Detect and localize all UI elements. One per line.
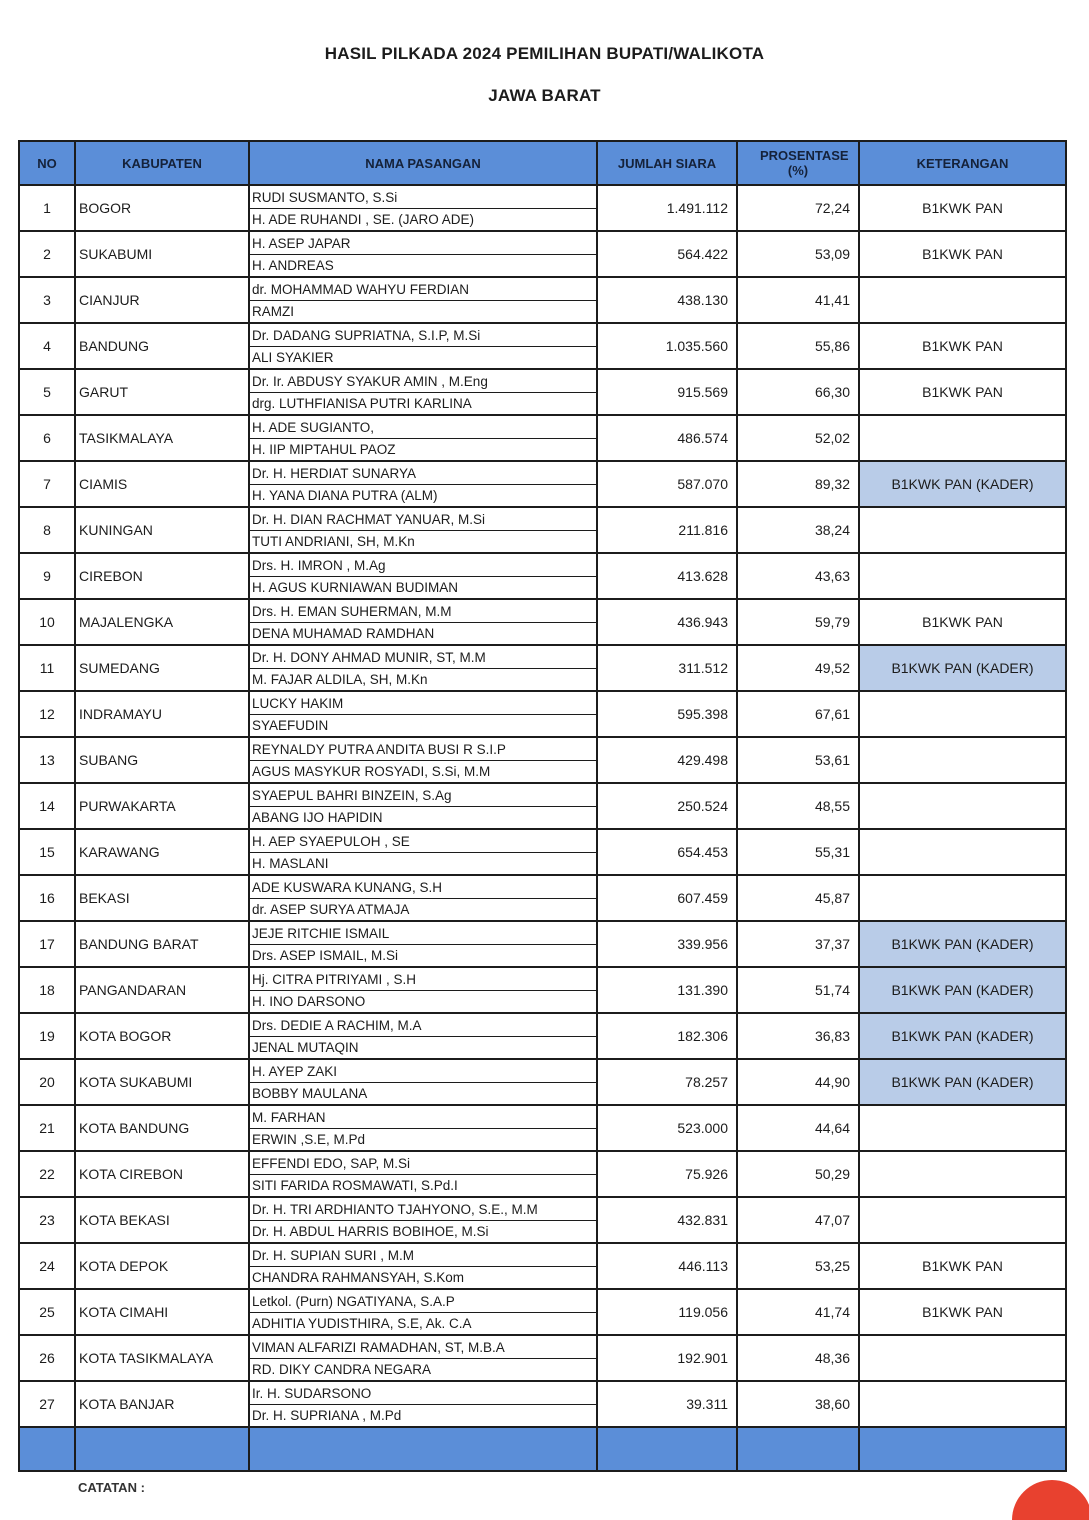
candidate-pair	[249, 185, 597, 231]
row-number: 23	[19, 1197, 75, 1243]
header-jumlah-suara: JUMLAH SIARA	[597, 141, 737, 185]
row-number: 27	[19, 1381, 75, 1427]
footer-cell	[249, 1427, 597, 1471]
footer-note: CATATAN :	[78, 1480, 145, 1495]
candidate-head: RUDI SUSMANTO, S.Si	[250, 187, 597, 209]
kabupaten-name: KOTA TASIKMALAYA	[75, 1335, 249, 1381]
vote-percentage: 44,64	[737, 1105, 859, 1151]
candidate-deputy: H. ADE RUHANDI , SE. (JARO ADE)	[252, 211, 475, 227]
candidate-head: Drs. H. EMAN SUHERMAN, M.M	[250, 601, 597, 623]
vote-percentage: 55,86	[737, 323, 859, 369]
vote-percentage: 59,79	[737, 599, 859, 645]
table-row	[19, 1381, 1066, 1427]
keterangan-note	[859, 1381, 1066, 1427]
results-table	[18, 140, 1067, 1472]
vote-percentage: 52,02	[737, 415, 859, 461]
candidate-deputy: ABANG IJO HAPIDIN	[252, 809, 383, 825]
candidate-pair	[249, 369, 597, 415]
kabupaten-name: MAJALENGKA	[75, 599, 249, 645]
candidate-pair	[249, 1243, 597, 1289]
vote-percentage: 41,41	[737, 277, 859, 323]
candidate-deputy: Drs. ASEP ISMAIL, M.Si	[252, 947, 399, 963]
kabupaten-name: GARUT	[75, 369, 249, 415]
candidate-pair	[249, 1381, 597, 1427]
candidate-head: Ir. H. SUDARSONO	[250, 1383, 597, 1405]
kabupaten-name: KOTA BOGOR	[75, 1013, 249, 1059]
vote-percentage: 49,52	[737, 645, 859, 691]
kabupaten-name: KOTA BANJAR	[75, 1381, 249, 1427]
candidate-pair	[249, 277, 597, 323]
row-number: 14	[19, 783, 75, 829]
table-body	[19, 185, 1066, 1427]
vote-percentage: 44,90	[737, 1059, 859, 1105]
row-number: 19	[19, 1013, 75, 1059]
kabupaten-name: KOTA BEKASI	[75, 1197, 249, 1243]
candidate-deputy: TUTI ANDRIANI, SH, M.Kn	[252, 533, 415, 549]
candidate-head: H. AEP SYAEPULOH , SE	[250, 831, 597, 853]
vote-percentage: 53,25	[737, 1243, 859, 1289]
table-row	[19, 369, 1066, 415]
candidate-head: Dr. DADANG SUPRIATNA, S.I.P, M.Si	[250, 325, 597, 347]
keterangan-note	[859, 415, 1066, 461]
table-row	[19, 967, 1066, 1013]
row-number: 1	[19, 185, 75, 231]
kabupaten-name: SUMEDANG	[75, 645, 249, 691]
candidate-head: Letkol. (Purn) NGATIYANA, S.A.P	[250, 1291, 597, 1313]
vote-percentage: 48,55	[737, 783, 859, 829]
table-row	[19, 323, 1066, 369]
candidate-head: LUCKY HAKIM	[250, 693, 597, 715]
kabupaten-name: KOTA DEPOK	[75, 1243, 249, 1289]
candidate-head: Dr. H. SUPIAN SURI , M.M	[250, 1245, 597, 1267]
vote-count: 429.498	[597, 737, 737, 783]
keterangan-note	[859, 1335, 1066, 1381]
vote-count: 1.491.112	[597, 185, 737, 231]
row-number: 2	[19, 231, 75, 277]
candidate-head: SYAEPUL BAHRI BINZEIN, S.Ag	[250, 785, 597, 807]
vote-percentage: 38,60	[737, 1381, 859, 1427]
kabupaten-name: KARAWANG	[75, 829, 249, 875]
keterangan-note: B1KWK PAN	[859, 185, 1066, 231]
vote-count: 211.816	[597, 507, 737, 553]
candidate-pair	[249, 415, 597, 461]
keterangan-note	[859, 1151, 1066, 1197]
candidate-head: M. FARHAN	[250, 1107, 597, 1129]
vote-count: 192.901	[597, 1335, 737, 1381]
candidate-head: Hj. CITRA PITRIYAMI , S.H	[250, 969, 597, 991]
candidate-deputy: AGUS MASYKUR ROSYADI, S.Si, M.M	[252, 763, 491, 779]
candidate-deputy: H. YANA DIANA PUTRA (ALM)	[252, 487, 438, 503]
candidate-deputy: M. FAJAR ALDILA, SH, M.Kn	[252, 671, 428, 687]
kabupaten-name: KOTA SUKABUMI	[75, 1059, 249, 1105]
vote-count: 438.130	[597, 277, 737, 323]
candidate-head: REYNALDY PUTRA ANDITA BUSI R S.I.P	[250, 739, 597, 761]
candidate-pair	[249, 1335, 597, 1381]
table-row	[19, 185, 1066, 231]
header-keterangan: KETERANGAN	[859, 141, 1066, 185]
corner-accent-shape	[1012, 1480, 1089, 1520]
candidate-head: EFFENDI EDO, SAP, M.Si	[250, 1153, 597, 1175]
footer-cell	[19, 1427, 75, 1471]
vote-count: 311.512	[597, 645, 737, 691]
candidate-deputy: JENAL MUTAQIN	[252, 1039, 359, 1055]
candidate-pair	[249, 231, 597, 277]
candidate-pair	[249, 1151, 597, 1197]
table-row	[19, 1197, 1066, 1243]
vote-count: 1.035.560	[597, 323, 737, 369]
keterangan-note	[859, 277, 1066, 323]
vote-percentage: 67,61	[737, 691, 859, 737]
keterangan-note	[859, 691, 1066, 737]
kabupaten-name: KOTA BANDUNG	[75, 1105, 249, 1151]
kabupaten-name: BEKASI	[75, 875, 249, 921]
candidate-pair	[249, 875, 597, 921]
vote-percentage: 37,37	[737, 921, 859, 967]
candidate-pair	[249, 921, 597, 967]
header-kabupaten: KABUPATEN	[75, 141, 249, 185]
header-prosentase: PROSENTASE (%)	[737, 141, 859, 185]
vote-percentage: 48,36	[737, 1335, 859, 1381]
candidate-deputy: RD. DIKY CANDRA NEGARA	[252, 1361, 432, 1377]
keterangan-note	[859, 737, 1066, 783]
footer-cell	[597, 1427, 737, 1471]
vote-percentage: 55,31	[737, 829, 859, 875]
candidate-deputy: SITI FARIDA ROSMAWATI, S.Pd.I	[252, 1177, 458, 1193]
candidate-pair	[249, 1105, 597, 1151]
kabupaten-name: PANGANDARAN	[75, 967, 249, 1013]
keterangan-note: B1KWK PAN	[859, 323, 1066, 369]
candidate-head: VIMAN ALFARIZI RAMADHAN, ST, M.B.A	[250, 1337, 597, 1359]
candidate-deputy: SYAEFUDIN	[252, 717, 329, 733]
row-number: 12	[19, 691, 75, 737]
footer-cell	[859, 1427, 1066, 1471]
candidate-head: Dr. H. DONY AHMAD MUNIR, ST, M.M	[250, 647, 597, 669]
candidate-deputy: drg. LUTHFIANISA PUTRI KARLINA	[252, 395, 472, 411]
vote-percentage: 53,61	[737, 737, 859, 783]
vote-count: 564.422	[597, 231, 737, 277]
table-row	[19, 277, 1066, 323]
candidate-pair	[249, 783, 597, 829]
vote-count: 413.628	[597, 553, 737, 599]
vote-percentage: 51,74	[737, 967, 859, 1013]
row-number: 8	[19, 507, 75, 553]
vote-count: 75.926	[597, 1151, 737, 1197]
row-number: 9	[19, 553, 75, 599]
keterangan-note: B1KWK PAN (KADER)	[859, 461, 1066, 507]
candidate-pair	[249, 1197, 597, 1243]
keterangan-note	[859, 875, 1066, 921]
table-row	[19, 1243, 1066, 1289]
candidate-head: Drs. DEDIE A RACHIM, M.A	[250, 1015, 597, 1037]
vote-count: 119.056	[597, 1289, 737, 1335]
table-row	[19, 691, 1066, 737]
row-number: 24	[19, 1243, 75, 1289]
vote-percentage: 36,83	[737, 1013, 859, 1059]
candidate-head: H. AYEP ZAKI	[250, 1061, 597, 1083]
kabupaten-name: BOGOR	[75, 185, 249, 231]
vote-percentage: 50,29	[737, 1151, 859, 1197]
row-number: 17	[19, 921, 75, 967]
kabupaten-name: KOTA CIMAHI	[75, 1289, 249, 1335]
table-row	[19, 829, 1066, 875]
keterangan-note: B1KWK PAN (KADER)	[859, 1059, 1066, 1105]
kabupaten-name: CIAMIS	[75, 461, 249, 507]
candidate-head: Dr. H. HERDIAT SUNARYA	[250, 463, 597, 485]
table-row	[19, 1335, 1066, 1381]
candidate-head: Drs. H. IMRON , M.Ag	[250, 555, 597, 577]
candidate-head: JEJE RITCHIE ISMAIL	[250, 923, 597, 945]
table-row	[19, 415, 1066, 461]
candidate-deputy: ERWIN ,S.E, M.Pd	[252, 1131, 366, 1147]
row-number: 21	[19, 1105, 75, 1151]
keterangan-note: B1KWK PAN	[859, 369, 1066, 415]
header-nama-pasangan: NAMA PASANGAN	[249, 141, 597, 185]
candidate-pair	[249, 1013, 597, 1059]
vote-percentage: 72,24	[737, 185, 859, 231]
vote-count: 915.569	[597, 369, 737, 415]
candidate-pair	[249, 967, 597, 1013]
keterangan-note	[859, 783, 1066, 829]
table-row	[19, 921, 1066, 967]
candidate-pair	[249, 323, 597, 369]
table-row	[19, 783, 1066, 829]
kabupaten-name: PURWAKARTA	[75, 783, 249, 829]
row-number: 26	[19, 1335, 75, 1381]
candidate-deputy: ADHITIA YUDISTHIRA, S.E, Ak. C.A	[252, 1315, 472, 1331]
row-number: 4	[19, 323, 75, 369]
keterangan-note: B1KWK PAN	[859, 599, 1066, 645]
vote-percentage: 41,74	[737, 1289, 859, 1335]
candidate-deputy: CHANDRA RAHMANSYAH, S.Kom	[252, 1269, 465, 1285]
row-number: 11	[19, 645, 75, 691]
candidate-pair	[249, 599, 597, 645]
row-number: 7	[19, 461, 75, 507]
row-number: 15	[19, 829, 75, 875]
vote-count: 339.956	[597, 921, 737, 967]
row-number: 6	[19, 415, 75, 461]
keterangan-note	[859, 1105, 1066, 1151]
candidate-head: dr. MOHAMMAD WAHYU FERDIAN	[250, 279, 597, 301]
kabupaten-name: CIREBON	[75, 553, 249, 599]
candidate-deputy: DENA MUHAMAD RAMDHAN	[252, 625, 435, 641]
row-number: 25	[19, 1289, 75, 1335]
vote-percentage: 53,09	[737, 231, 859, 277]
table-row	[19, 1151, 1066, 1197]
row-number: 3	[19, 277, 75, 323]
table-row	[19, 1059, 1066, 1105]
vote-percentage: 66,30	[737, 369, 859, 415]
table-row	[19, 507, 1066, 553]
table-row	[19, 645, 1066, 691]
keterangan-note: B1KWK PAN	[859, 1243, 1066, 1289]
candidate-deputy: dr. ASEP SURYA ATMAJA	[252, 901, 410, 917]
vote-count: 486.574	[597, 415, 737, 461]
kabupaten-name: BANDUNG BARAT	[75, 921, 249, 967]
keterangan-note: B1KWK PAN	[859, 1289, 1066, 1335]
candidate-head: Dr. Ir. ABDUSY SYAKUR AMIN , M.Eng	[250, 371, 597, 393]
vote-count: 654.453	[597, 829, 737, 875]
kabupaten-name: SUBANG	[75, 737, 249, 783]
candidate-deputy: H. ANDREAS	[252, 257, 334, 273]
candidate-pair	[249, 553, 597, 599]
row-number: 5	[19, 369, 75, 415]
footer-cell	[737, 1427, 859, 1471]
vote-percentage: 89,32	[737, 461, 859, 507]
keterangan-note	[859, 507, 1066, 553]
row-number: 22	[19, 1151, 75, 1197]
kabupaten-name: INDRAMAYU	[75, 691, 249, 737]
vote-count: 39.311	[597, 1381, 737, 1427]
kabupaten-name: TASIKMALAYA	[75, 415, 249, 461]
keterangan-note	[859, 829, 1066, 875]
candidate-pair	[249, 737, 597, 783]
vote-count: 131.390	[597, 967, 737, 1013]
keterangan-note: B1KWK PAN	[859, 231, 1066, 277]
vote-percentage: 45,87	[737, 875, 859, 921]
candidate-deputy: ALI SYAKIER	[252, 349, 334, 365]
vote-count: 78.257	[597, 1059, 737, 1105]
vote-percentage: 47,07	[737, 1197, 859, 1243]
vote-count: 523.000	[597, 1105, 737, 1151]
table-row	[19, 231, 1066, 277]
vote-percentage: 38,24	[737, 507, 859, 553]
table-row	[19, 1289, 1066, 1335]
candidate-deputy: H. MASLANI	[252, 855, 329, 871]
kabupaten-name: CIANJUR	[75, 277, 249, 323]
vote-percentage: 43,63	[737, 553, 859, 599]
document-subtitle: JAWA BARAT	[488, 86, 601, 105]
keterangan-note: B1KWK PAN (KADER)	[859, 921, 1066, 967]
vote-count: 250.524	[597, 783, 737, 829]
candidate-deputy: BOBBY MAULANA	[252, 1085, 368, 1101]
candidate-deputy: H. IIP MIPTAHUL PAOZ	[252, 441, 396, 457]
candidate-pair	[249, 1059, 597, 1105]
kabupaten-name: KUNINGAN	[75, 507, 249, 553]
vote-count: 595.398	[597, 691, 737, 737]
keterangan-note	[859, 553, 1066, 599]
document-title: HASIL PILKADA 2024 PEMILIHAN BUPATI/WALIKOTA	[324, 44, 765, 63]
row-number: 16	[19, 875, 75, 921]
candidate-pair	[249, 829, 597, 875]
table-row	[19, 461, 1066, 507]
candidate-pair	[249, 645, 597, 691]
kabupaten-name: SUKABUMI	[75, 231, 249, 277]
table-row	[19, 553, 1066, 599]
vote-count: 587.070	[597, 461, 737, 507]
keterangan-note	[859, 1197, 1066, 1243]
vote-count: 607.459	[597, 875, 737, 921]
vote-count: 182.306	[597, 1013, 737, 1059]
candidate-head: ADE KUSWARA KUNANG, S.H	[250, 877, 597, 899]
row-number: 20	[19, 1059, 75, 1105]
table-footer-row	[19, 1427, 1066, 1471]
candidate-head: H. ADE SUGIANTO,	[250, 417, 597, 439]
row-number: 18	[19, 967, 75, 1013]
vote-count: 436.943	[597, 599, 737, 645]
keterangan-note: B1KWK PAN (KADER)	[859, 1013, 1066, 1059]
table-row	[19, 599, 1066, 645]
candidate-head: Dr. H. DIAN RACHMAT YANUAR, M.Si	[250, 509, 597, 531]
vote-count: 432.831	[597, 1197, 737, 1243]
header-no: NO	[19, 141, 75, 185]
row-number: 10	[19, 599, 75, 645]
keterangan-note: B1KWK PAN (KADER)	[859, 645, 1066, 691]
table-header	[19, 141, 1066, 185]
candidate-deputy: Dr. H. ABDUL HARRIS BOBIHOE, M.Si	[252, 1223, 489, 1239]
table-row	[19, 875, 1066, 921]
row-number: 13	[19, 737, 75, 783]
candidate-deputy: H. INO DARSONO	[252, 993, 366, 1009]
table-row	[19, 1013, 1066, 1059]
vote-count: 446.113	[597, 1243, 737, 1289]
table-row	[19, 1105, 1066, 1151]
keterangan-note: B1KWK PAN (KADER)	[859, 967, 1066, 1013]
candidate-deputy: Dr. H. SUPRIANA , M.Pd	[252, 1407, 402, 1423]
kabupaten-name: KOTA CIREBON	[75, 1151, 249, 1197]
candidate-pair	[249, 691, 597, 737]
candidate-head: H. ASEP JAPAR	[250, 233, 597, 255]
table-row	[19, 737, 1066, 783]
candidate-pair	[249, 461, 597, 507]
candidate-deputy: RAMZI	[252, 303, 294, 319]
candidate-head: Dr. H. TRI ARDHIANTO TJAHYONO, S.E., M.M	[250, 1199, 597, 1221]
candidate-pair	[249, 507, 597, 553]
footer-cell	[75, 1427, 249, 1471]
candidate-deputy: H. AGUS KURNIAWAN BUDIMAN	[252, 579, 459, 595]
candidate-pair	[249, 1289, 597, 1335]
kabupaten-name: BANDUNG	[75, 323, 249, 369]
